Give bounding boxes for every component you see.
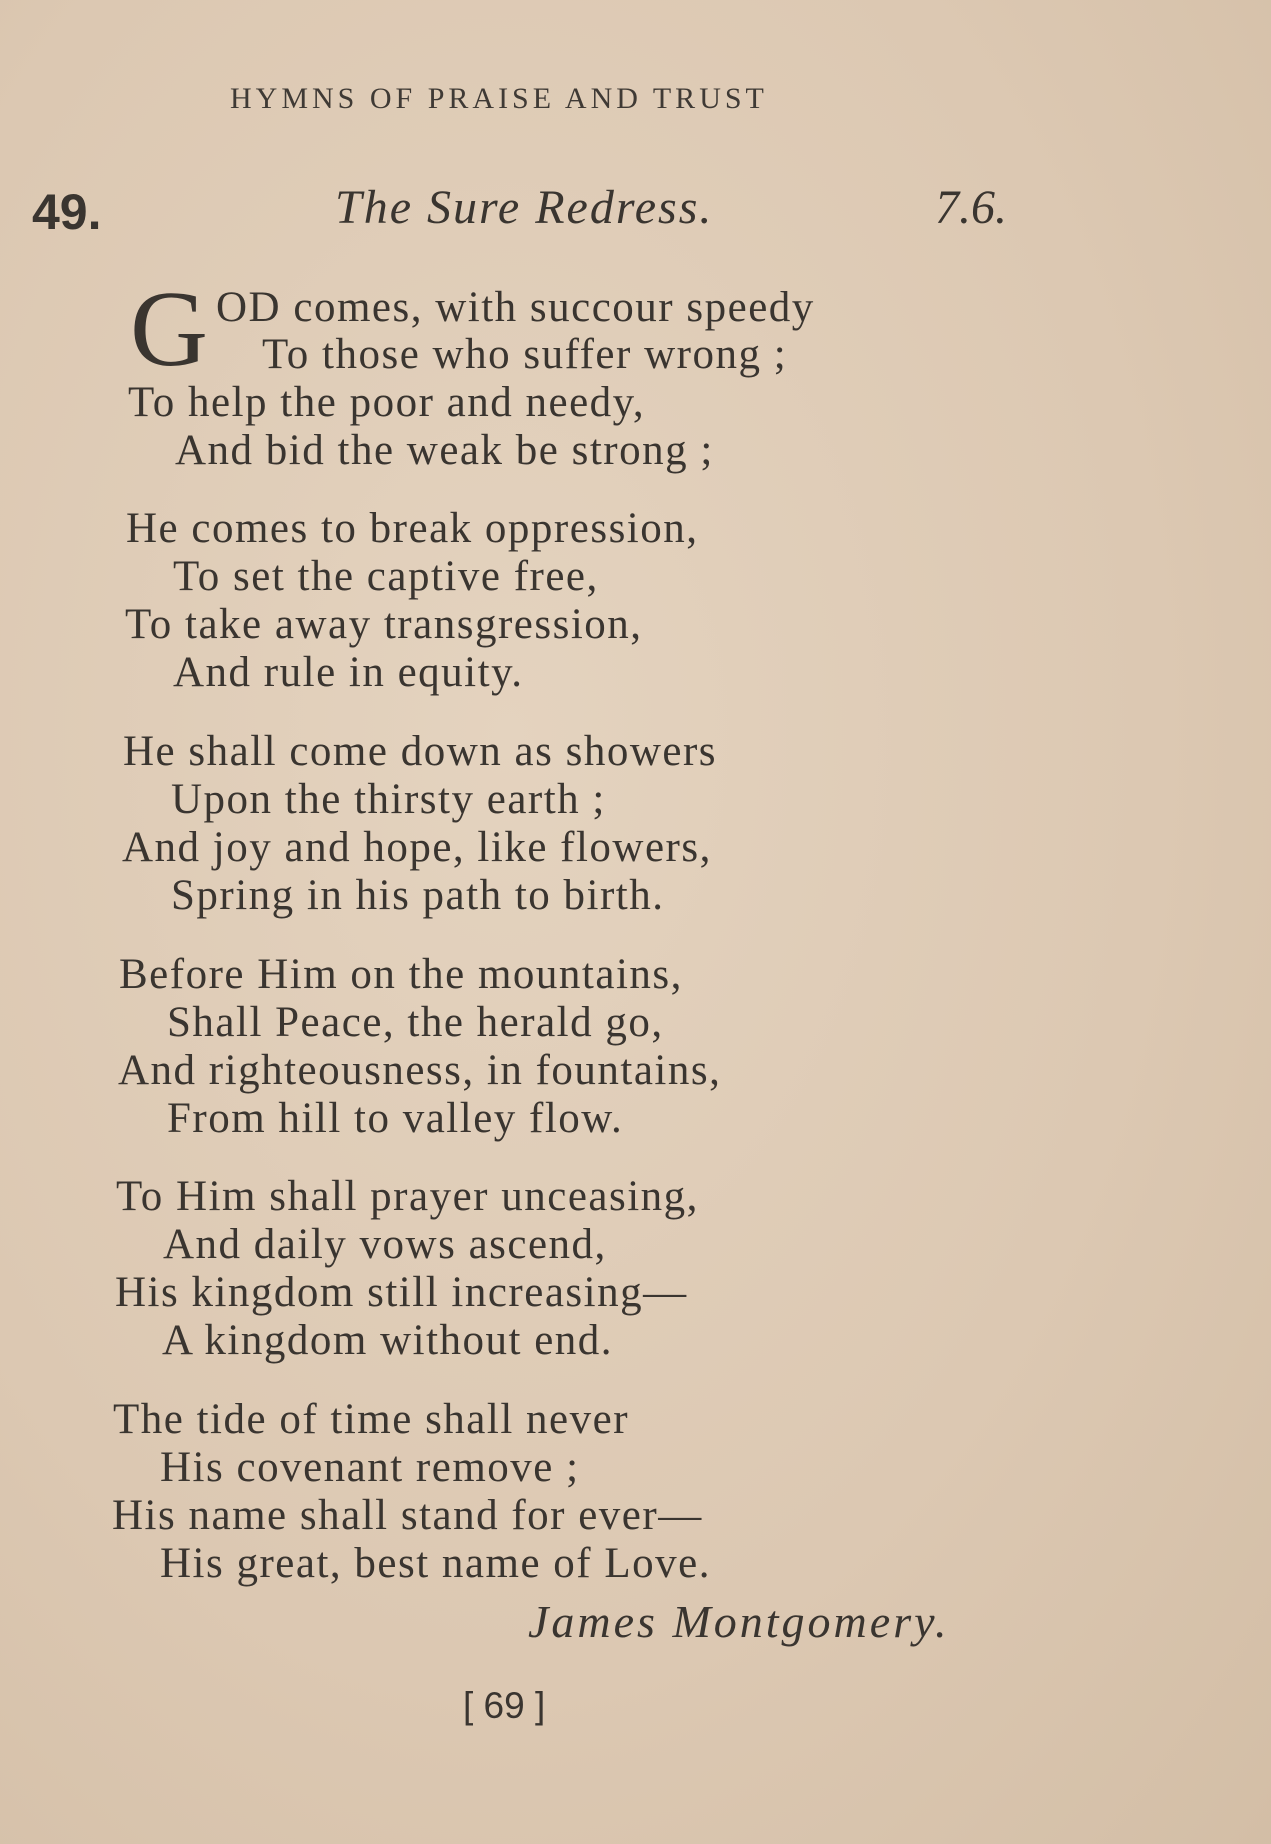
verse-line: His great, best name of Love. — [160, 1540, 711, 1587]
verse-line: To help the poor and needy, — [128, 379, 646, 426]
verse-line: Shall Peace, the herald go, — [167, 999, 664, 1046]
verse-line: He comes to break oppression, — [126, 505, 699, 552]
verse-line: From hill to valley flow. — [167, 1095, 624, 1142]
verse-line: To Him shall prayer unceasing, — [116, 1173, 699, 1220]
verse-line: Spring in his path to birth. — [171, 872, 665, 919]
verse-line: His name shall stand for ever— — [112, 1492, 703, 1539]
verse-line: And daily vows ascend, — [163, 1221, 607, 1268]
running-header: HYMNS OF PRAISE AND TRUST — [230, 82, 768, 115]
hymn-meter: 7.6. — [935, 181, 1007, 234]
verse-line: And bid the weak be strong ; — [175, 427, 714, 474]
verse-line: And rule in equity. — [173, 649, 524, 696]
verse-line: And righteousness, in fountains, — [118, 1047, 722, 1094]
hymn-title: The Sure Redress. — [335, 181, 714, 234]
verse-line: He shall come down as showers — [123, 728, 718, 775]
verse-line: To those who suffer wrong ; — [262, 331, 788, 378]
verse-line: Upon the thirsty earth ; — [171, 776, 606, 823]
verse-line: His kingdom still increasing— — [115, 1269, 688, 1316]
hymn-number: 49. — [32, 184, 102, 240]
verse-line: A kingdom without end. — [162, 1317, 614, 1364]
verse-line: His covenant remove ; — [160, 1444, 580, 1491]
verse-line: To take away transgression, — [125, 601, 643, 648]
drop-cap: G — [130, 270, 208, 389]
verse-line: OD comes, with succour speedy — [216, 284, 815, 331]
verse-line: And joy and hope, like flowers, — [122, 824, 712, 871]
verse-line: Before Him on the mountains, — [119, 951, 683, 998]
verse-line: To set the captive free, — [173, 553, 599, 600]
author-attribution: James Montgomery. — [528, 1596, 950, 1647]
verse-line: The tide of time shall never — [113, 1396, 630, 1443]
page-number: [ 69 ] — [463, 1685, 546, 1726]
